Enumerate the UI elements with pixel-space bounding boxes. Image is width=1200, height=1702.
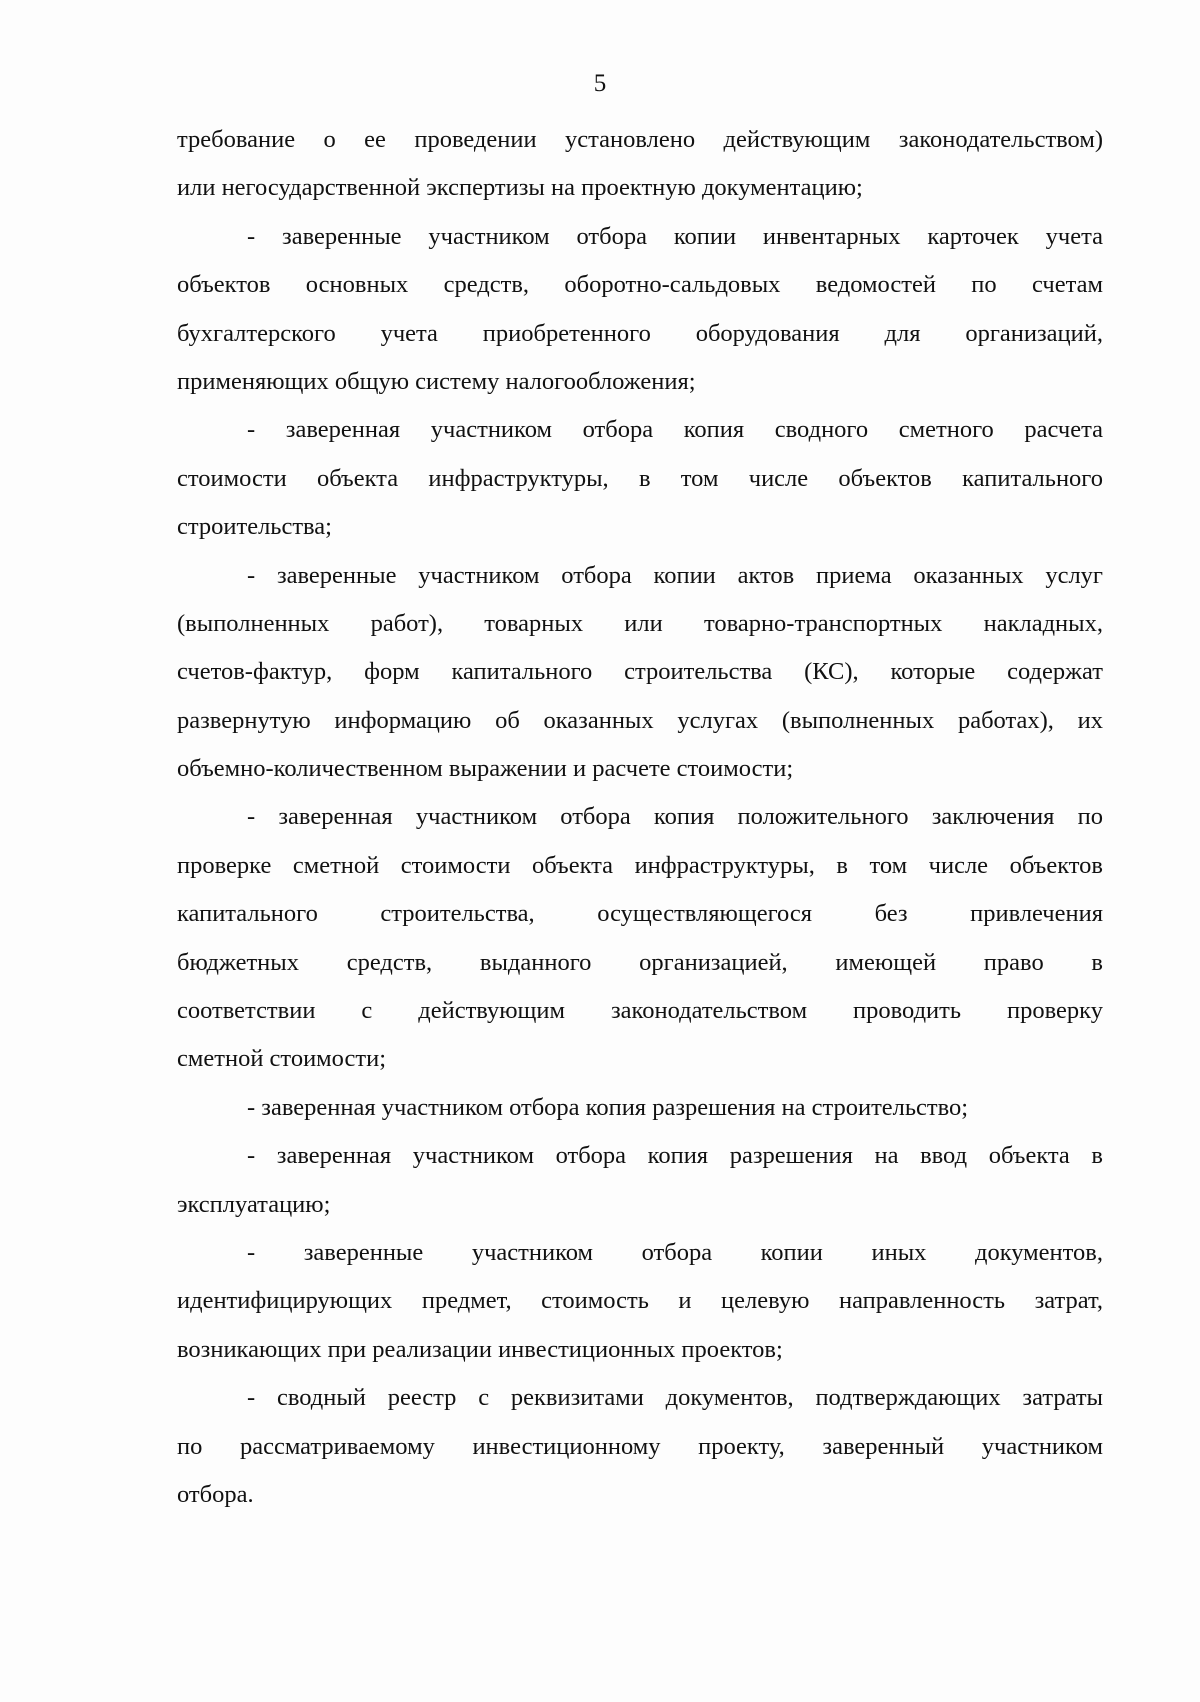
paragraph xyxy=(177,1229,1103,1374)
text-line: объемно-количественном выражении и расчете стоимости; xyxy=(177,755,794,783)
text-line: объектов основных средств, оборотно-сальдовых ведомостей по счетам xyxy=(177,271,1103,299)
paragraph xyxy=(177,406,1103,551)
paragraph xyxy=(177,1374,1103,1519)
page-number: 5 xyxy=(593,70,607,97)
text-line: капитального строительства, осуществляющегося без привлечения xyxy=(177,900,1103,928)
text-line: по рассматриваемому инвестиционному проекту, заверенный участником xyxy=(177,1432,1103,1460)
text-line: развернутую информацию об оказанных услугах (выполненных работах), их xyxy=(177,706,1103,734)
paragraph xyxy=(177,793,1103,1083)
text-line: отбора. xyxy=(177,1480,254,1508)
paragraph xyxy=(177,552,1103,794)
text-line: - заверенная участником отбора копия положительного заключения по xyxy=(247,803,1103,831)
text-line: бухгалтерского учета приобретенного оборудования для организаций, xyxy=(177,319,1103,347)
text-line: - заверенные участником отбора копии иных документов, xyxy=(247,1238,1103,1266)
paragraph xyxy=(177,116,1103,213)
text-line: счетов-фактур, форм капитального строительства (КС), которые содержат xyxy=(177,658,1103,686)
text-line: бюджетных средств, выданного организацией, имеющей право в xyxy=(177,948,1103,976)
text-line: - заверенная участником отбора копия сводного сметного расчета xyxy=(247,416,1103,444)
paragraph xyxy=(177,213,1103,407)
text-line: - заверенная участником отбора копия разрешения на строительство; xyxy=(247,1093,969,1121)
paragraph xyxy=(177,1084,1103,1132)
text-line: или негосударственной экспертизы на проектную документацию; xyxy=(177,174,863,202)
text-line: идентифицирующих предмет, стоимость и целевую направленность затрат, xyxy=(177,1287,1103,1315)
text-line: - заверенные участником отбора копии актов приема оказанных услуг xyxy=(247,561,1103,589)
text-line: стоимости объекта инфраструктуры, в том числе объектов капитального xyxy=(177,464,1103,492)
text-line: возникающих при реализации инвестиционных проектов; xyxy=(177,1335,783,1363)
text-line: строительства; xyxy=(177,513,332,541)
text-line: сметной стоимости; xyxy=(177,1045,387,1073)
paragraph xyxy=(177,1132,1103,1229)
text-line: требование о ее проведении установлено действующим законодательством) xyxy=(177,126,1103,153)
text-line: соответствии с действующим законодательством проводить проверку xyxy=(177,997,1103,1025)
text-line: - сводный реестр с реквизитами документов, подтверждающих затраты xyxy=(247,1384,1103,1412)
text-line: эксплуатацию; xyxy=(177,1190,331,1218)
text-line: проверке сметной стоимости объекта инфраструктуры, в том числе объектов xyxy=(177,851,1103,879)
text-line: применяющих общую систему налогообложения; xyxy=(177,367,696,395)
text-line: - заверенная участником отбора копия разрешения на ввод объекта в xyxy=(247,1142,1103,1170)
text-line: (выполненных работ), товарных или товарно-транспортных накладных, xyxy=(177,609,1103,637)
body-text xyxy=(177,116,1103,1519)
text-line: - заверенные участником отбора копии инвентарных карточек учета xyxy=(247,222,1103,250)
